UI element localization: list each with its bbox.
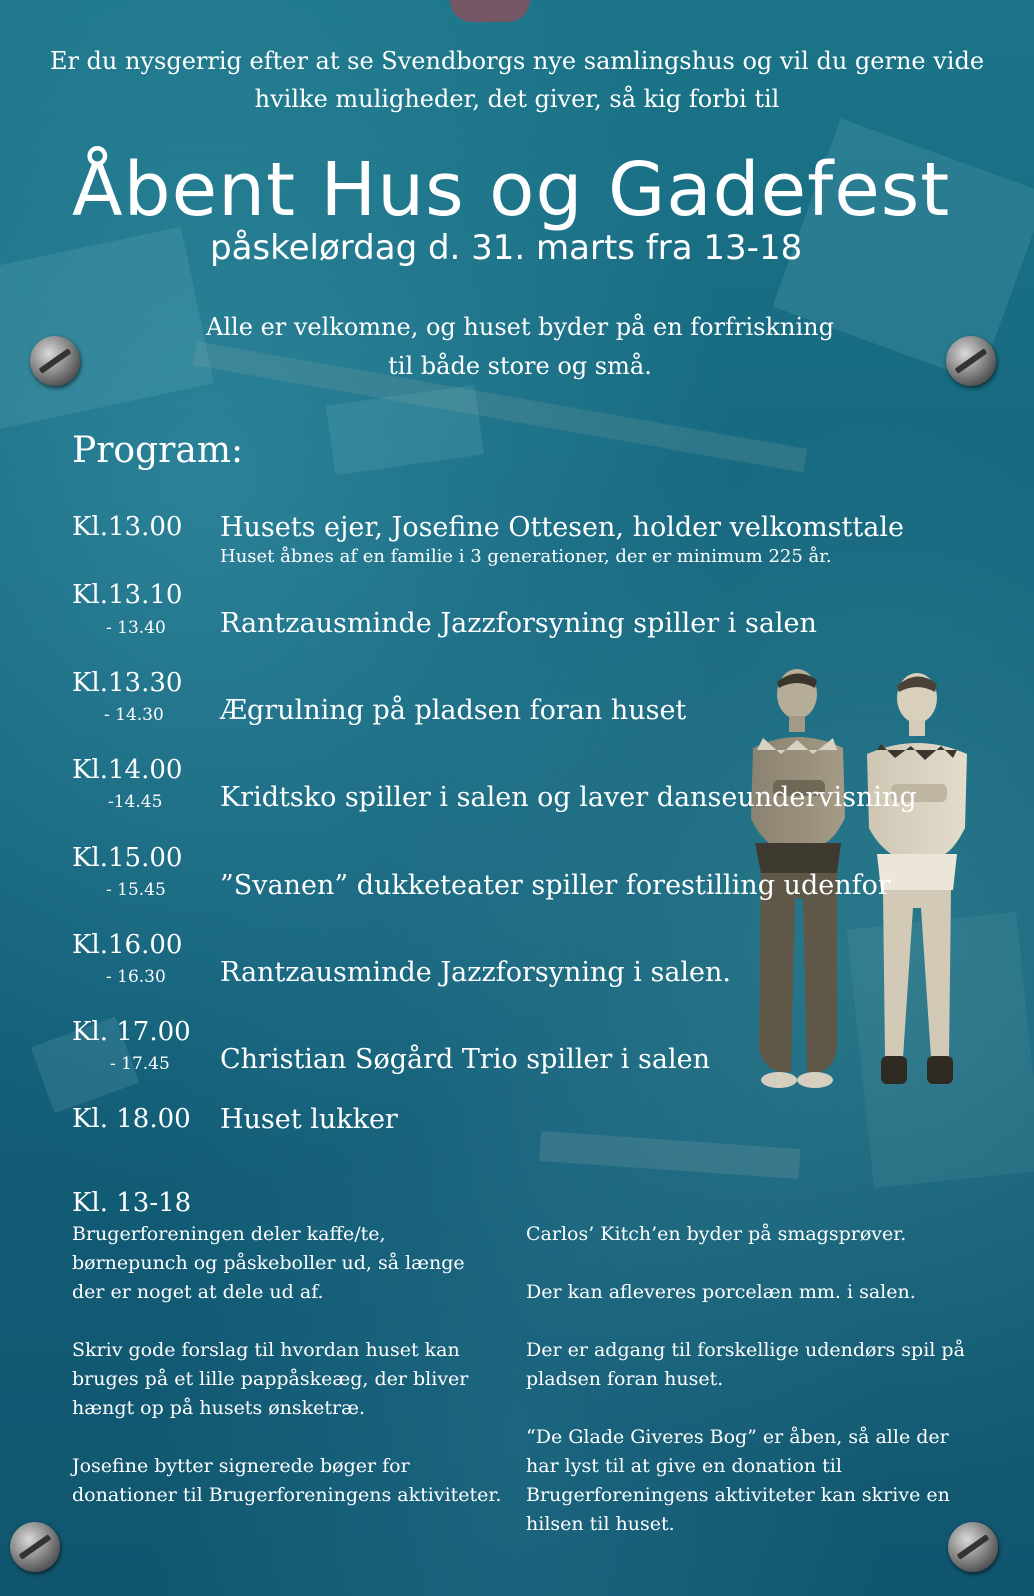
program-time: Kl.13.10 xyxy=(72,580,183,610)
info-paragraph: Skriv gode forslag til hvordan huset kan bruges på et lille pappåskeæg, der bliver hængt op på husets ønsketræ. xyxy=(72,1339,469,1419)
program-description: Rantzausminde Jazzforsyning i salen. xyxy=(220,957,731,988)
all-day-heading: Kl. 13-18 xyxy=(72,1188,192,1218)
screw-icon xyxy=(10,1522,60,1572)
background-flag xyxy=(0,227,214,433)
program-note: Huset åbnes af en familie i 3 generationer, der er minimum 225 år. xyxy=(220,546,832,567)
program-description: Kridtsko spiller i salen og laver danseundervisning xyxy=(220,782,917,813)
program-time: Kl.13.30 xyxy=(72,668,183,698)
program-description: Huset lukker xyxy=(220,1104,398,1135)
program-end-time: - 15.45 xyxy=(106,880,166,900)
program-time: Kl.15.00 xyxy=(72,843,183,873)
program-time: Kl.14.00 xyxy=(72,755,183,785)
program-description: Husets ejer, Josefine Ottesen, holder velkomsttale xyxy=(220,512,904,543)
program-description: Rantzausminde Jazzforsyning spiller i salen xyxy=(220,608,817,639)
welcome-text: Alle er velkomne, og huset byder på en forfriskning til både store og små. xyxy=(206,313,834,380)
program-end-time: - 13.40 xyxy=(106,618,166,638)
info-paragraph: Der kan afleveres porcelæn mm. i salen. xyxy=(526,1281,916,1303)
background-flag xyxy=(450,0,530,22)
intro-text: Er du nysgerrig efter at se Svendborgs nye samlingshus og vil du gerne vide hvilke muligheder, det giver, så kig forbi til xyxy=(49,47,985,113)
screw-icon xyxy=(30,336,80,386)
program-end-time: - 17.45 xyxy=(110,1054,170,1074)
program-description: Christian Søgård Trio spiller i salen xyxy=(220,1044,710,1075)
program-time: Kl. 18.00 xyxy=(72,1104,191,1134)
program-time: Kl.13.00 xyxy=(72,512,183,542)
program-time: Kl. 17.00 xyxy=(72,1017,191,1047)
event-date: påskelørdag d. 31. marts fra 13-18 xyxy=(210,228,803,268)
program-end-time: -14.45 xyxy=(108,792,163,812)
program-heading: Program: xyxy=(72,430,244,471)
screw-icon xyxy=(946,336,996,386)
info-column-left xyxy=(72,1220,502,1539)
background-flag xyxy=(539,1131,800,1179)
program-end-time: - 14.30 xyxy=(104,705,164,725)
info-paragraph: Der er adgang til forskellige udendørs spil på pladsen foran huset. xyxy=(526,1339,965,1390)
info-column-right xyxy=(526,1220,966,1568)
info-paragraph: Carlos’ Kitch’en byder på smagsprøver. xyxy=(526,1223,907,1245)
program-time: Kl.16.00 xyxy=(72,930,183,960)
program-description: ”Svanen” dukketeater spiller forestilling udenfor xyxy=(220,870,891,901)
program-description: Ægrulning på pladsen foran huset xyxy=(220,695,687,726)
page-title: Åbent Hus og Gadefest xyxy=(72,147,951,233)
info-paragraph: Brugerforeningen deler kaffe/te, børnepunch og påskeboller ud, så længe der er noget at dele ud af. xyxy=(72,1223,465,1303)
info-paragraph: “De Glade Giveres Bog” er åben, så alle der har lyst til at give en donation til Brugerforeningens aktiviteter kan skrive en hilsen til huset. xyxy=(526,1426,950,1535)
info-paragraph: Josefine bytter signerede bøger for donationer til Brugerforeningens aktiviteter. xyxy=(72,1455,502,1506)
program-end-time: - 16.30 xyxy=(106,967,166,987)
